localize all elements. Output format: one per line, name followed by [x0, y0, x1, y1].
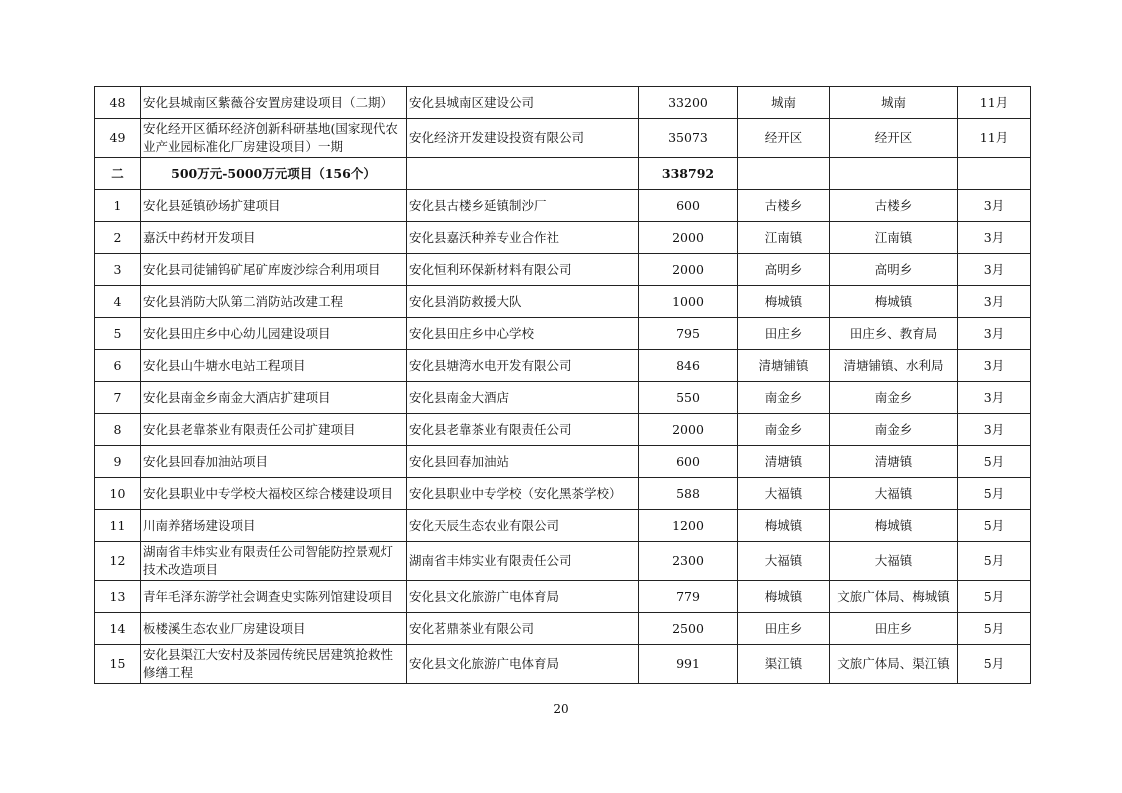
- project-name-cell: 安化县南金乡南金大酒店扩建项目: [141, 382, 407, 414]
- location-cell: 古楼乡: [738, 190, 830, 222]
- location-cell: 城南: [738, 87, 830, 119]
- row-number-cell: 1: [95, 190, 141, 222]
- project-name-cell: 500万元-5000万元项目（156个）: [141, 158, 407, 190]
- row-number-cell: 7: [95, 382, 141, 414]
- start-month-cell: 5月: [958, 581, 1031, 613]
- row-number-cell: 8: [95, 414, 141, 446]
- project-name-cell: 安化县职业中专学校大福校区综合楼建设项目: [141, 478, 407, 510]
- table-row: [95, 581, 1031, 613]
- row-number-cell: 14: [95, 613, 141, 645]
- investment-cell: 846: [639, 350, 738, 382]
- start-month-cell: 11月: [958, 87, 1031, 119]
- location-cell: 田庄乡: [738, 613, 830, 645]
- responsible-unit-cell: 文旅广体局、渠江镇: [830, 645, 958, 684]
- start-month-cell: 3月: [958, 222, 1031, 254]
- row-number-cell: 11: [95, 510, 141, 542]
- project-name-cell: 安化县回春加油站项目: [141, 446, 407, 478]
- investment-cell: 991: [639, 645, 738, 684]
- investment-cell: 2300: [639, 542, 738, 581]
- start-month-cell: 5月: [958, 510, 1031, 542]
- project-name-cell: 安化经开区循环经济创新科研基地(国家现代农业产业园标准化厂房建设项目）一期: [141, 119, 407, 158]
- row-number-cell: 6: [95, 350, 141, 382]
- construction-unit-cell: 安化县城南区建设公司: [407, 87, 639, 119]
- responsible-unit-cell: 清塘镇: [830, 446, 958, 478]
- start-month-cell: 3月: [958, 190, 1031, 222]
- start-month-cell: 3月: [958, 350, 1031, 382]
- project-table: [94, 86, 1031, 684]
- row-number-cell: 15: [95, 645, 141, 684]
- investment-cell: 2000: [639, 254, 738, 286]
- construction-unit-cell: 安化天辰生态农业有限公司: [407, 510, 639, 542]
- construction-unit-cell: 安化县老靠茶业有限责任公司: [407, 414, 639, 446]
- page-number: 20: [553, 702, 569, 716]
- project-name-cell: 板楼溪生态农业厂房建设项目: [141, 613, 407, 645]
- responsible-unit-cell: 清塘铺镇、水利局: [830, 350, 958, 382]
- location-cell: 梅城镇: [738, 510, 830, 542]
- construction-unit-cell: 安化县南金大酒店: [407, 382, 639, 414]
- investment-cell: 588: [639, 478, 738, 510]
- row-number-cell: 2: [95, 222, 141, 254]
- project-name-cell: 湖南省丰炜实业有限责任公司智能防控景观灯技术改造项目: [141, 542, 407, 581]
- location-cell: 清塘镇: [738, 446, 830, 478]
- investment-cell: 33200: [639, 87, 738, 119]
- table-row: [95, 613, 1031, 645]
- row-number-cell: 49: [95, 119, 141, 158]
- project-name-cell: 安化县田庄乡中心幼儿园建设项目: [141, 318, 407, 350]
- start-month-cell: 5月: [958, 613, 1031, 645]
- location-cell: 渠江镇: [738, 645, 830, 684]
- investment-cell: 550: [639, 382, 738, 414]
- location-cell: 清塘铺镇: [738, 350, 830, 382]
- table-row: [95, 318, 1031, 350]
- start-month-cell: 5月: [958, 446, 1031, 478]
- construction-unit-cell: [407, 158, 639, 190]
- investment-cell: 2000: [639, 222, 738, 254]
- row-number-cell: 3: [95, 254, 141, 286]
- construction-unit-cell: 安化县回春加油站: [407, 446, 639, 478]
- start-month-cell: 3月: [958, 286, 1031, 318]
- location-cell: 高明乡: [738, 254, 830, 286]
- table-row: [95, 119, 1031, 158]
- responsible-unit-cell: 高明乡: [830, 254, 958, 286]
- start-month-cell: 3月: [958, 318, 1031, 350]
- row-number-cell: 48: [95, 87, 141, 119]
- start-month-cell: 11月: [958, 119, 1031, 158]
- responsible-unit-cell: 江南镇: [830, 222, 958, 254]
- project-name-cell: 安化县渠江大安村及茶园传统民居建筑抢救性修缮工程: [141, 645, 407, 684]
- project-name-cell: 安化县消防大队第二消防站改建工程: [141, 286, 407, 318]
- section-header-row: [95, 158, 1031, 190]
- construction-unit-cell: 安化县文化旅游广电体育局: [407, 581, 639, 613]
- table-row: [95, 542, 1031, 581]
- construction-unit-cell: 湖南省丰炜实业有限责任公司: [407, 542, 639, 581]
- investment-cell: 338792: [639, 158, 738, 190]
- responsible-unit-cell: 田庄乡、教育局: [830, 318, 958, 350]
- construction-unit-cell: 安化恒利环保新材料有限公司: [407, 254, 639, 286]
- responsible-unit-cell: 大福镇: [830, 542, 958, 581]
- investment-cell: 600: [639, 190, 738, 222]
- responsible-unit-cell: 经开区: [830, 119, 958, 158]
- table-row: [95, 350, 1031, 382]
- responsible-unit-cell: 田庄乡: [830, 613, 958, 645]
- table-row: [95, 510, 1031, 542]
- responsible-unit-cell: [830, 158, 958, 190]
- start-month-cell: 3月: [958, 382, 1031, 414]
- project-name-cell: 青年毛泽东游学社会调查史实陈列馆建设项目: [141, 581, 407, 613]
- responsible-unit-cell: 文旅广体局、梅城镇: [830, 581, 958, 613]
- responsible-unit-cell: 古楼乡: [830, 190, 958, 222]
- location-cell: 南金乡: [738, 382, 830, 414]
- project-name-cell: 嘉沃中药材开发项目: [141, 222, 407, 254]
- investment-cell: 2000: [639, 414, 738, 446]
- location-cell: 大福镇: [738, 542, 830, 581]
- table-row: [95, 446, 1031, 478]
- location-cell: 梅城镇: [738, 581, 830, 613]
- investment-cell: 600: [639, 446, 738, 478]
- construction-unit-cell: 安化县职业中专学校（安化黑茶学校）: [407, 478, 639, 510]
- row-number-cell: 10: [95, 478, 141, 510]
- investment-cell: 1200: [639, 510, 738, 542]
- start-month-cell: [958, 158, 1031, 190]
- location-cell: 大福镇: [738, 478, 830, 510]
- project-table-body: [95, 87, 1031, 684]
- location-cell: 经开区: [738, 119, 830, 158]
- start-month-cell: 3月: [958, 254, 1031, 286]
- investment-cell: 35073: [639, 119, 738, 158]
- table-row: [95, 382, 1031, 414]
- table-row: [95, 87, 1031, 119]
- investment-cell: 1000: [639, 286, 738, 318]
- project-name-cell: 安化县延镇砂场扩建项目: [141, 190, 407, 222]
- location-cell: 南金乡: [738, 414, 830, 446]
- location-cell: 江南镇: [738, 222, 830, 254]
- investment-cell: 795: [639, 318, 738, 350]
- construction-unit-cell: 安化县文化旅游广电体育局: [407, 645, 639, 684]
- table-row: [95, 254, 1031, 286]
- table-row: [95, 190, 1031, 222]
- responsible-unit-cell: 梅城镇: [830, 286, 958, 318]
- investment-cell: 779: [639, 581, 738, 613]
- construction-unit-cell: 安化县消防救援大队: [407, 286, 639, 318]
- responsible-unit-cell: 梅城镇: [830, 510, 958, 542]
- project-name-cell: 安化县城南区紫薇谷安置房建设项目（二期）: [141, 87, 407, 119]
- row-number-cell: 4: [95, 286, 141, 318]
- table-row: [95, 222, 1031, 254]
- construction-unit-cell: 安化县古楼乡延镇制沙厂: [407, 190, 639, 222]
- location-cell: 梅城镇: [738, 286, 830, 318]
- row-number-cell: 9: [95, 446, 141, 478]
- investment-cell: 2500: [639, 613, 738, 645]
- table-row: [95, 286, 1031, 318]
- responsible-unit-cell: 南金乡: [830, 382, 958, 414]
- responsible-unit-cell: 城南: [830, 87, 958, 119]
- construction-unit-cell: 安化茗鼎茶业有限公司: [407, 613, 639, 645]
- start-month-cell: 3月: [958, 414, 1031, 446]
- start-month-cell: 5月: [958, 478, 1031, 510]
- table-row: [95, 478, 1031, 510]
- location-cell: [738, 158, 830, 190]
- project-name-cell: 川南养猪场建设项目: [141, 510, 407, 542]
- construction-unit-cell: 安化经济开发建设投资有限公司: [407, 119, 639, 158]
- project-name-cell: 安化县老靠茶业有限责任公司扩建项目: [141, 414, 407, 446]
- construction-unit-cell: 安化县嘉沃种养专业合作社: [407, 222, 639, 254]
- project-name-cell: 安化县司徒铺钨矿尾矿库废沙综合利用项目: [141, 254, 407, 286]
- construction-unit-cell: 安化县田庄乡中心学校: [407, 318, 639, 350]
- location-cell: 田庄乡: [738, 318, 830, 350]
- responsible-unit-cell: 南金乡: [830, 414, 958, 446]
- construction-unit-cell: 安化县塘湾水电开发有限公司: [407, 350, 639, 382]
- row-number-cell: 5: [95, 318, 141, 350]
- row-number-cell: 12: [95, 542, 141, 581]
- table-row: [95, 414, 1031, 446]
- table-row: [95, 645, 1031, 684]
- row-number-cell: 二: [95, 158, 141, 190]
- project-name-cell: 安化县山牛塘水电站工程项目: [141, 350, 407, 382]
- start-month-cell: 5月: [958, 645, 1031, 684]
- responsible-unit-cell: 大福镇: [830, 478, 958, 510]
- start-month-cell: 5月: [958, 542, 1031, 581]
- row-number-cell: 13: [95, 581, 141, 613]
